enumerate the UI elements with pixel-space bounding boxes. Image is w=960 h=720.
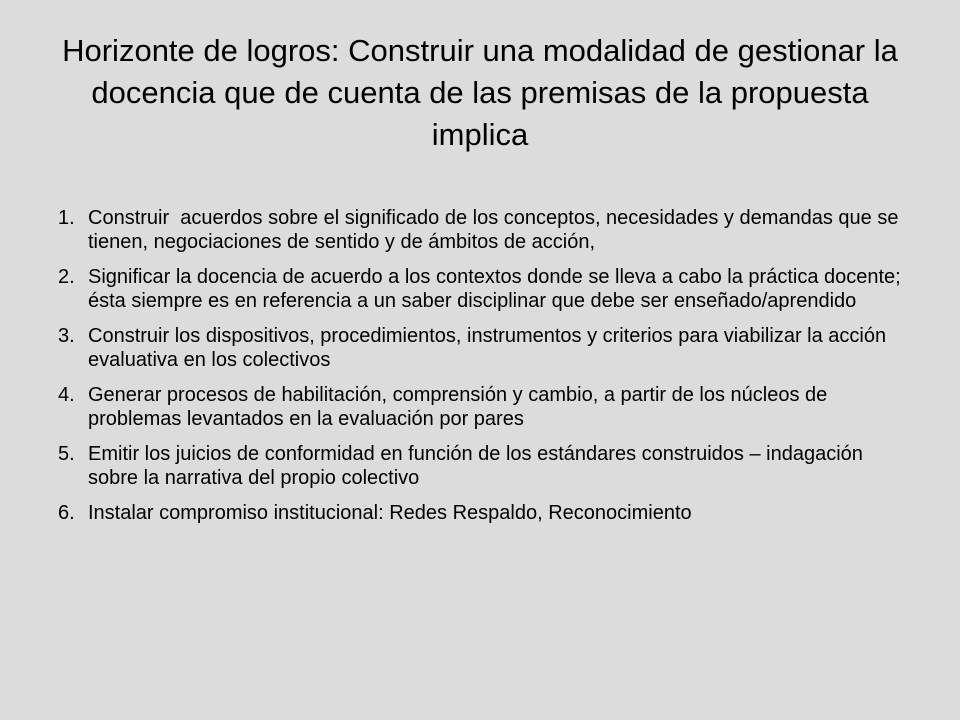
list-item-text: Emitir los juicios de conformidad en función de los estándares construidos – indagación sobre la narrativa del propio colectivo [88, 443, 869, 489]
list-item-text: Significar la docencia de acuerdo a los contextos donde se lleva a cabo la práctica docente; ésta siempre es en referencia a un saber disciplinar que debe ser enseñado/aprendido [88, 266, 907, 312]
list-item-number: 5. [58, 443, 75, 465]
list-item-number: 4. [58, 384, 75, 406]
list-item-number: 3. [58, 325, 75, 347]
list-item [58, 265, 918, 313]
list-item-number: 1. [58, 207, 75, 229]
list-item [58, 501, 918, 525]
list-item-text: Construir los dispositivos, procedimientos, instrumentos y criterios para viabilizar la acción evaluativa en los colectivos [88, 325, 892, 371]
list-item [58, 324, 918, 372]
slide-title: Horizonte de logros: Construir una modalidad de gestionar la docencia que de cuenta de las premisas de la propuesta implica [62, 33, 898, 152]
list-item [58, 442, 918, 490]
list-item-text: Generar procesos de habilitación, comprensión y cambio, a partir de los núcleos de problemas levantados en la evaluación por pares [88, 384, 833, 430]
list-item-number: 2. [58, 266, 75, 288]
numbered-list [58, 206, 918, 536]
list-item [58, 206, 918, 254]
list-item-text: Construir acuerdos sobre el significado de los conceptos, necesidades y demandas que se tienen, negociaciones de sentido y de ámbitos de acción, [88, 207, 905, 253]
list-item-number: 6. [58, 502, 75, 524]
list-item [58, 383, 918, 431]
list-item-text: Instalar compromiso institucional: Redes Respaldo, Reconocimiento [88, 502, 692, 524]
